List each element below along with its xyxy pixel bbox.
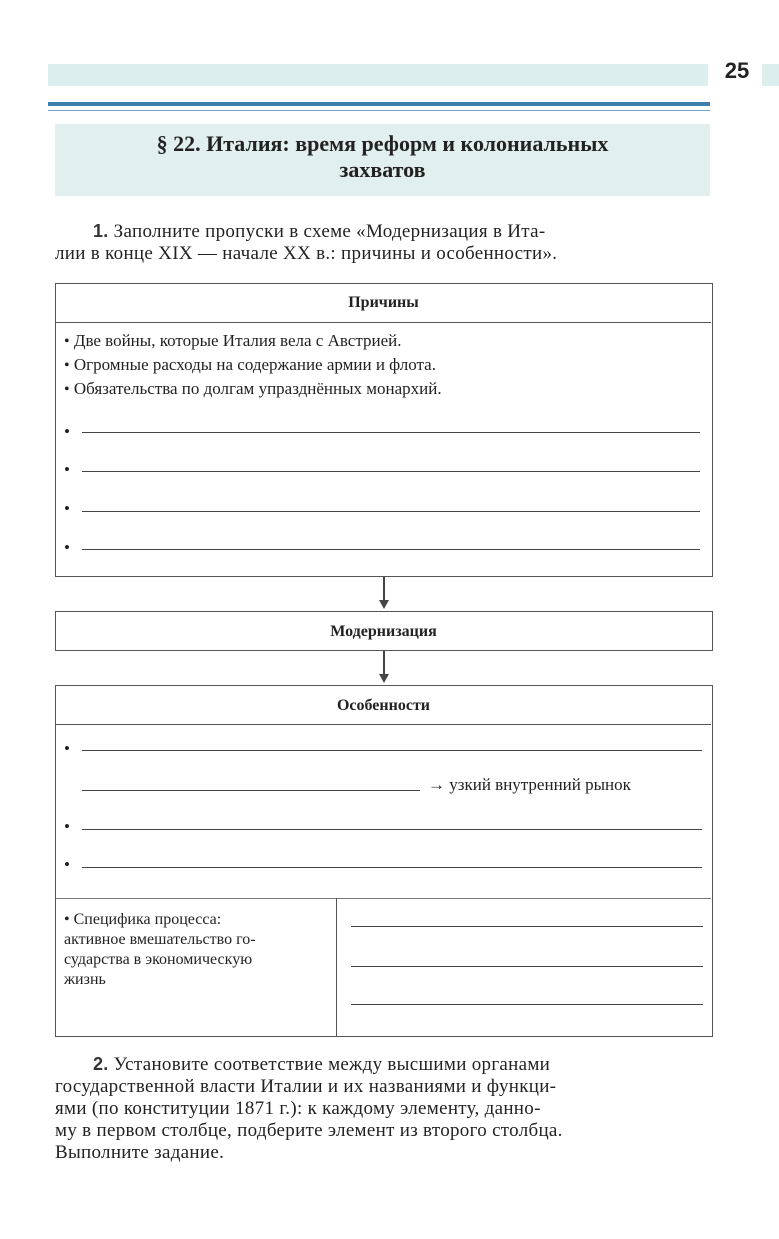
task1-text bbox=[55, 220, 710, 265]
modernization-heading: Модернизация bbox=[330, 623, 437, 640]
specifics-blank-line[interactable] bbox=[351, 966, 703, 967]
features-divider bbox=[56, 724, 711, 725]
task2-line: ями (по конституции 1871 г.): к каждому элементу, данно- bbox=[55, 1098, 541, 1119]
feature-blank-line[interactable] bbox=[82, 790, 420, 791]
arrow-line bbox=[383, 577, 385, 601]
feature-blank-bullet: • bbox=[64, 817, 70, 836]
specifics-divider bbox=[56, 898, 711, 899]
arrow-line bbox=[383, 651, 385, 675]
header-band-right bbox=[762, 64, 779, 86]
task2-line: государственной власти Италии и их названиями и функци- bbox=[55, 1076, 557, 1097]
modernization-box bbox=[55, 611, 713, 651]
cause-blank-bullet: • bbox=[64, 422, 70, 441]
feature-blank-bullet: • bbox=[64, 855, 70, 874]
cause-blank-line[interactable] bbox=[82, 549, 700, 550]
feature-blank-bullet: • bbox=[64, 739, 70, 758]
task1-line1: Заполните пропуски в схеме «Модернизация в Ита- bbox=[108, 221, 546, 242]
causes-heading: Причины bbox=[348, 294, 419, 311]
cause-item: • Огромные расходы на содержание армии и флота. bbox=[64, 355, 436, 374]
cause-blank-bullet: • bbox=[64, 460, 70, 479]
specifics-blank-line[interactable] bbox=[351, 926, 703, 927]
section-title-line2: захватов bbox=[339, 157, 426, 182]
arrow-down-icon bbox=[379, 674, 389, 683]
causes-box bbox=[55, 283, 713, 577]
header-rule-thick bbox=[48, 102, 710, 106]
cause-blank-bullet: • bbox=[64, 538, 70, 557]
section-title-line1: § 22. Италия: время реформ и колониальных bbox=[156, 131, 609, 156]
features-heading: Особенности bbox=[336, 697, 431, 714]
header-band bbox=[48, 64, 708, 86]
causes-divider bbox=[56, 322, 711, 323]
arrow-down-icon bbox=[379, 600, 389, 609]
feature-blank-line[interactable] bbox=[82, 867, 702, 868]
cause-blank-line[interactable] bbox=[82, 471, 700, 472]
cause-blank-bullet: • bbox=[64, 499, 70, 518]
task1-line2: лии в конце XIX — начале XX в.: причины и особенности». bbox=[55, 243, 558, 264]
task2-text bbox=[55, 1053, 710, 1164]
feature-blank-line[interactable] bbox=[82, 829, 702, 830]
specifics-blank-line[interactable] bbox=[351, 1004, 703, 1005]
features-box bbox=[55, 685, 713, 1037]
task2-number: 2. bbox=[93, 1054, 109, 1074]
cause-blank-line[interactable] bbox=[82, 511, 700, 512]
specifics-column-divider bbox=[336, 898, 337, 1036]
task2-line: Установите соответствие между высшими органами bbox=[108, 1054, 551, 1075]
specifics-text: • Специфика процесса: активное вмешательство го- сударства в экономическую жизнь bbox=[64, 911, 256, 988]
cause-blank-line[interactable] bbox=[82, 432, 700, 433]
cause-item: • Две войны, которые Италия вела с Австрией. bbox=[64, 331, 402, 350]
task1-number: 1. bbox=[93, 221, 109, 241]
header-rule-thin bbox=[48, 110, 710, 111]
cause-item: • Обязательства по долгам упразднённых монархий. bbox=[64, 379, 442, 398]
section-title bbox=[55, 131, 710, 183]
narrow-market-text: → узкий внутренний рынок bbox=[428, 775, 631, 794]
page-number: 25 bbox=[724, 58, 750, 83]
feature-blank-line[interactable] bbox=[82, 750, 702, 751]
task2-line: му в первом столбце, подберите элемент из второго столбца. bbox=[55, 1120, 563, 1141]
task2-line: Выполните задание. bbox=[55, 1142, 225, 1163]
